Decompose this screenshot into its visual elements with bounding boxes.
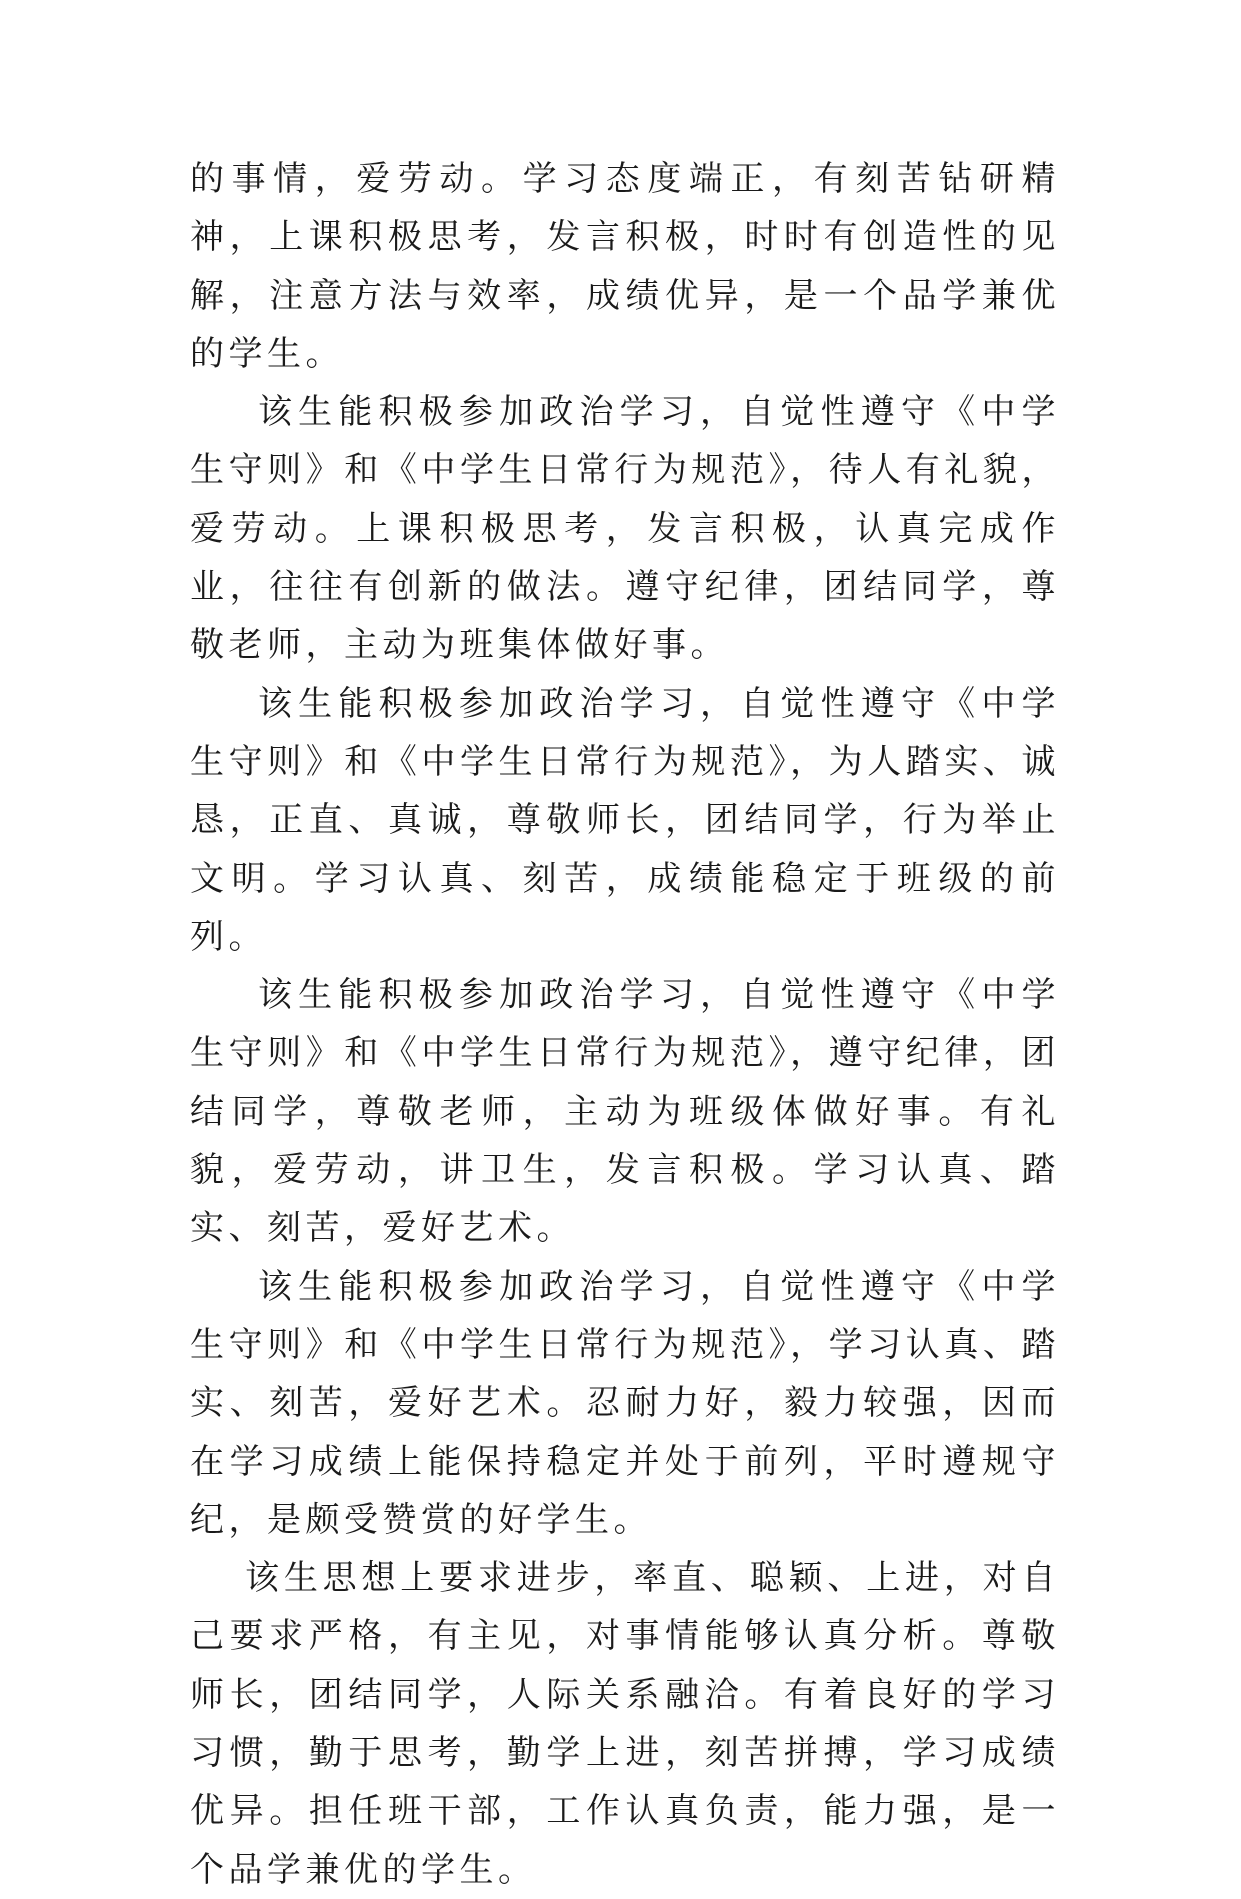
paragraph-5: 该生能积极参加政治学习，自觉性遵守《中学生守则》和《中学生日常行为规范》，学习认真、踏实、刻苦，爱好艺术。忍耐力好，毅力较强，因而在学习成绩上能保持稳定并处于前列，平时遵规守纪，是颇受赞赏的好学生。 (190, 1266, 1060, 1540)
paragraph-3: 该生能积极参加政治学习，自觉性遵守《中学生守则》和《中学生日常行为规范》，为人踏实、诚恳，正直、真诚，尊敬师长，团结同学，行为举止文明。学习认真、刻苦，成绩能稳定于班级的前列。 (190, 683, 1060, 957)
paragraph-6: 该生思想上要求进步，率直、聪颖、上进，对自己要求严格，有主见，对事情能够认真分析。尊敬师长，团结同学，人际关系融洽。有着良好的学习习惯，勤于思考，勤学上进，刻苦拼搏，学习成绩优异。担任班干部，工作认真负责，能力强，是一个品学兼优的学生。 (190, 1558, 1060, 1890)
document-body (190, 150, 1060, 1899)
paragraph-2: 该生能积极参加政治学习，自觉性遵守《中学生守则》和《中学生日常行为规范》，待人有礼貌，爱劳动。上课积极思考，发言积极，认真完成作业，往往有创新的做法。遵守纪律，团结同学，尊敬老师，主动为班集体做好事。 (190, 392, 1060, 666)
paragraph-4: 该生能积极参加政治学习，自觉性遵守《中学生守则》和《中学生日常行为规范》，遵守纪律，团结同学，尊敬老师，主动为班级体做好事。有礼貌，爱劳动，讲卫生，发言积极。学习认真、踏实、刻苦，爱好艺术。 (190, 975, 1060, 1249)
paragraph-1: 的事情，爱劳动。学习态度端正，有刻苦钻研精神，上课积极思考，发言积极，时时有创造性的见解，注意方法与效率，成绩优异，是一个品学兼优的学生。 (190, 159, 1060, 374)
